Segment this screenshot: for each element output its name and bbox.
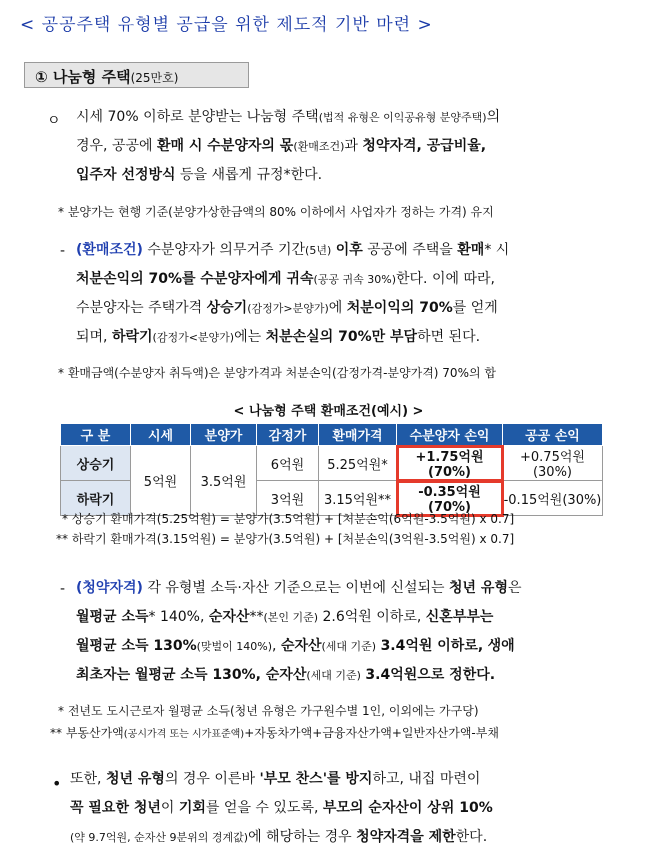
- small-text: (공공 귀속 30%): [313, 273, 396, 286]
- dash-marker: -: [60, 243, 66, 259]
- text: 하면 된다.: [417, 329, 481, 345]
- text: 2.6억원 이하로,: [322, 609, 422, 625]
- bold-text: 월평균 소득: [76, 609, 149, 625]
- text: ,: [272, 638, 277, 654]
- bold-text: 청약자격을 제한: [356, 829, 456, 845]
- text: 를 얻을 수 있도록,: [205, 800, 319, 816]
- text: 등을 새롭게 규정*한다.: [180, 167, 323, 183]
- page-title: < 공공주택 유형별 공급을 위한 제도적 기반 마련 >: [20, 15, 433, 35]
- small-text: (법적 유형은 이익공유형 분양주택): [318, 111, 487, 124]
- footnote-sale-price: * 분양가는 현행 기준(분양가상한금액의 80% 이하에서 사업자가 정하는 가격) 유지: [58, 205, 494, 219]
- text: 시세 70% 이하로 분양받는 나눔형 주택: [76, 109, 319, 125]
- bold-text: 청약자격, 공급비율,: [362, 138, 487, 154]
- table-footnote-fall: ** 하락기 환매가격(3.15억원) = 분양가(3.5억원) + [처분손익(3억원-3.5억원) x 0.7]: [56, 532, 515, 546]
- text: 하고, 내집 마련이: [372, 771, 481, 787]
- section-count: (25만호): [130, 71, 179, 85]
- buyback-cell: 5.25억원*: [319, 446, 397, 481]
- table-header: 공공 손익: [503, 424, 603, 446]
- bold-text: 기회: [178, 800, 206, 816]
- text: 경우, 공공에: [76, 138, 153, 154]
- paragraph-marker: ㅇ: [47, 113, 61, 129]
- table-header: 구 분: [61, 424, 131, 446]
- text: * 140%,: [148, 609, 205, 625]
- small-text: (세대 기준): [321, 640, 377, 653]
- table-header: 시세: [131, 424, 191, 446]
- bold-text: 청년 유형: [105, 771, 165, 787]
- small-text: (5년): [305, 244, 332, 257]
- row-label: 하락기: [61, 481, 131, 516]
- table-header: 감정가: [257, 424, 319, 446]
- paragraph-parent-chance: [70, 765, 640, 851]
- table-header-row: [61, 424, 603, 446]
- paragraph-buyback: [76, 236, 636, 352]
- appraisal-cell: 6억원: [257, 446, 319, 481]
- tag-label: (환매조건): [76, 242, 143, 258]
- bold-text: 최초자는 월평균 소득 130%, 순자산: [76, 667, 307, 683]
- footnote-net-assets: [50, 724, 499, 744]
- market-price-cell: 5억원: [131, 446, 191, 516]
- section-heading: [24, 62, 249, 88]
- bold-text: 3.4억원으로 정한다.: [365, 667, 496, 683]
- small-text: (세대 기준): [306, 669, 361, 682]
- table-caption: < 나눔형 주택 환매조건(예시) >: [233, 404, 424, 419]
- text: 에는: [234, 329, 262, 345]
- bold-text: 생애: [487, 638, 515, 654]
- text: 에 해당하는 경우: [248, 829, 352, 845]
- bold-text: 신혼부부는: [425, 609, 494, 625]
- bold-text: 처분손실의 70%만 부담: [265, 329, 418, 345]
- text: 한다. 이에 따라,: [396, 271, 495, 287]
- row-label: 상승기: [61, 446, 131, 481]
- small-text: (감정가<분양가): [152, 331, 235, 344]
- table-header: 수분양자 손익: [397, 424, 503, 446]
- sale-price-cell: 3.5억원: [191, 446, 257, 516]
- appraisal-cell: 3억원: [257, 481, 319, 516]
- bold-text: 처분이익의 70%: [346, 300, 453, 316]
- table-row: [61, 446, 603, 481]
- bold-text: 3.4억원 이하로,: [380, 638, 484, 654]
- bold-text: 꼭 필요한 청년: [70, 800, 161, 816]
- bold-text: 입주자 선정방식: [76, 167, 176, 183]
- bold-text: 월평균 소득 130%: [76, 638, 197, 654]
- bullet-marker: •: [52, 774, 62, 793]
- footnote-buyback-amount: * 환매금액(수분양자 취득액)은 분양가격과 처분손익(감정가격-분양가격) 70%의 합: [58, 366, 496, 380]
- text: 에: [328, 300, 343, 316]
- public-gain-cell: +0.75억원(30%): [503, 446, 603, 481]
- table-footnote-rise: * 상승기 환매가격(5.25억원) = 분양가(3.5억원) + [처분손익(6억원-3.5억원) x 0.7]: [62, 512, 515, 526]
- text: * 시: [484, 242, 510, 258]
- text: 공공에 주택을: [367, 242, 453, 258]
- buyback-cell: 3.15억원**: [319, 481, 397, 516]
- bold-text: 하락기: [111, 329, 153, 345]
- section-label: ① 나눔형 주택: [35, 68, 131, 86]
- text: **: [249, 609, 264, 625]
- text: 의: [486, 109, 501, 125]
- buyer-gain-cell: +1.75억원(70%): [397, 446, 503, 481]
- small-text: (맞벌이 140%): [196, 640, 273, 653]
- text: 과: [344, 138, 358, 154]
- bold-text: 청년 유형: [449, 580, 508, 596]
- bold-text: 순자산: [208, 609, 250, 625]
- text: ** 부동산가액: [50, 726, 124, 740]
- small-text: (약 9.7억원, 순자산 9분위의 경계값): [70, 831, 249, 844]
- bold-text: 처분손익의 70%를 수분양자에게 귀속: [76, 271, 314, 287]
- buyer-gain-cell: -0.35억원(70%): [397, 481, 503, 516]
- bold-text: 상승기: [206, 300, 248, 316]
- dash-marker: -: [60, 581, 66, 597]
- small-text: (본인 기준): [263, 611, 319, 624]
- paragraph-eligibility: [76, 574, 636, 690]
- text: 한다.: [455, 829, 488, 845]
- bold-text: 부모의 순자산이 상위 10%: [322, 800, 493, 816]
- public-gain-cell: -0.15억원(30%): [503, 481, 603, 516]
- bold-text: 환매: [457, 242, 485, 258]
- text: 각 유형별 소득·자산 기준으로는 이번에 신설되는: [147, 580, 445, 596]
- paragraph-overview: [76, 103, 636, 190]
- text: 를 얻게: [452, 300, 498, 316]
- text: 수분양자는 주택가격: [76, 300, 203, 316]
- bold-text: 순자산: [280, 638, 322, 654]
- text: +자동차가액+금융자산가액+일반자산가액-부채: [244, 726, 499, 740]
- bold-text: '부모 찬스'를 방지: [259, 771, 373, 787]
- buyback-table: [60, 423, 603, 516]
- text: 이: [160, 800, 175, 816]
- small-text: (공시가격 또는 시가표준액): [123, 729, 245, 740]
- text: 의 경우 이른바: [164, 771, 255, 787]
- text: 은: [507, 580, 522, 596]
- small-text: (감정가>분양가): [247, 302, 329, 315]
- footnote-income: * 전년도 도시근로자 월평균 소득(청년 유형은 가구원수별 1인, 이외에는 가구당): [58, 704, 479, 718]
- text: 수분양자가 의무거주 기간: [147, 242, 306, 258]
- text: 또한,: [70, 771, 102, 787]
- bold-text: 환매 시 수분양자의 몫: [156, 138, 294, 154]
- table-header: 분양가: [191, 424, 257, 446]
- tag-label: (청약자격): [76, 580, 143, 596]
- text: 되며,: [76, 329, 108, 345]
- small-text: (환매조건): [293, 140, 345, 153]
- table-header: 환매가격: [319, 424, 397, 446]
- bold-text: 이후: [335, 242, 363, 258]
